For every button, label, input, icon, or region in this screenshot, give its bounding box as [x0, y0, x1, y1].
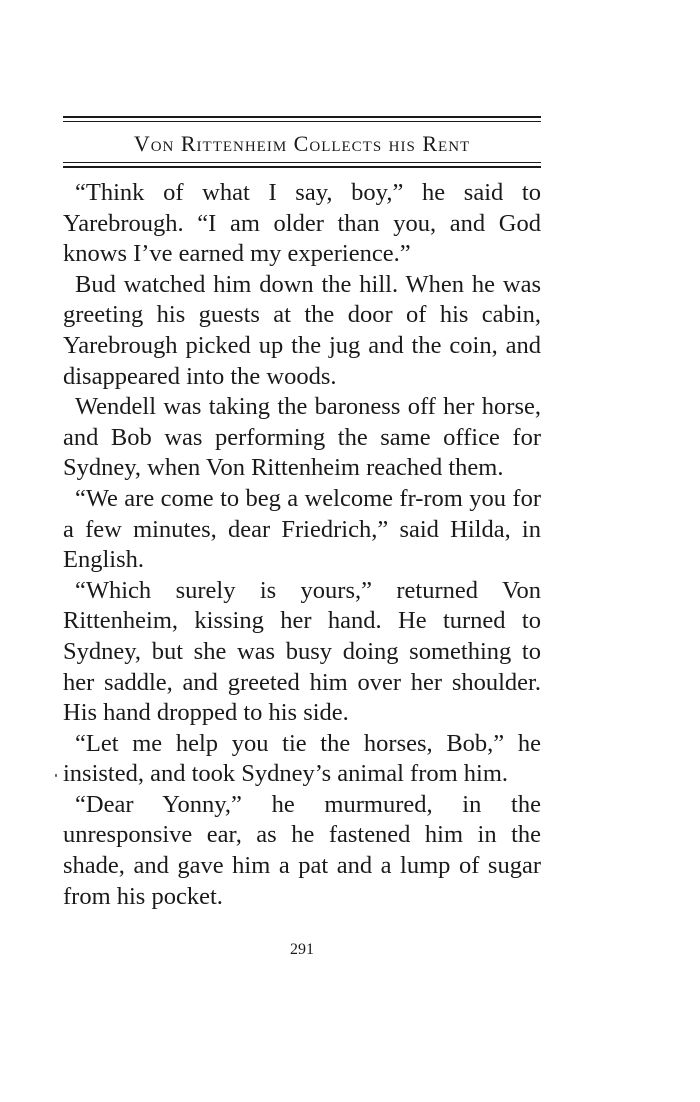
- paragraph-5: “Which surely is yours,” returned Von Rittenheim, kissing her hand. He turned to Sydney, but she was busy doing something to her saddle, and greeted him over her shoulder. His hand dropped to his side.: [63, 576, 541, 727]
- running-head-text: Von Rittenheim Collects his Rent: [133, 131, 471, 156]
- paragraph-2: Bud watched him down the hill. When he was greeting his guests at the door of his cabin, Yarebrough picked up the jug and the coin, and disappeared into the woods.: [63, 270, 541, 390]
- paragraph-3: Wendell was taking the baroness off her horse, and Bob was performing the same office for Sydney, when Von Rittenheim reached them.: [63, 393, 541, 482]
- header-rule-bottom-inner: [63, 162, 541, 163]
- paragraph-1: “Think of what I say, boy,” he said to Yarebrough. “I am older than you, and God knows I’ve earned my experience.”: [63, 179, 541, 268]
- running-head: [63, 131, 541, 157]
- paragraph-4: “We are come to beg a welcome fr-rom you for a few minutes, dear Friedrich,” said Hilda, in English.: [63, 484, 541, 574]
- paragraph-7: “Dear Yonny,” he murmured, in the unresponsive ear, as he fastened him in the shade, and gave him a pat and a lump of sugar from his pocket.: [63, 790, 541, 910]
- page-number: 291: [290, 941, 314, 958]
- header-rule-bottom: [63, 166, 541, 168]
- paragraph-6: “Let me help you tie the horses, Bob,” he insisted, and took Sydney’s animal from him.: [63, 729, 541, 788]
- header-rule-top: [63, 116, 541, 118]
- header-rule-top-inner: [63, 121, 541, 122]
- margin-speck: [55, 774, 57, 777]
- body-text: [63, 178, 541, 912]
